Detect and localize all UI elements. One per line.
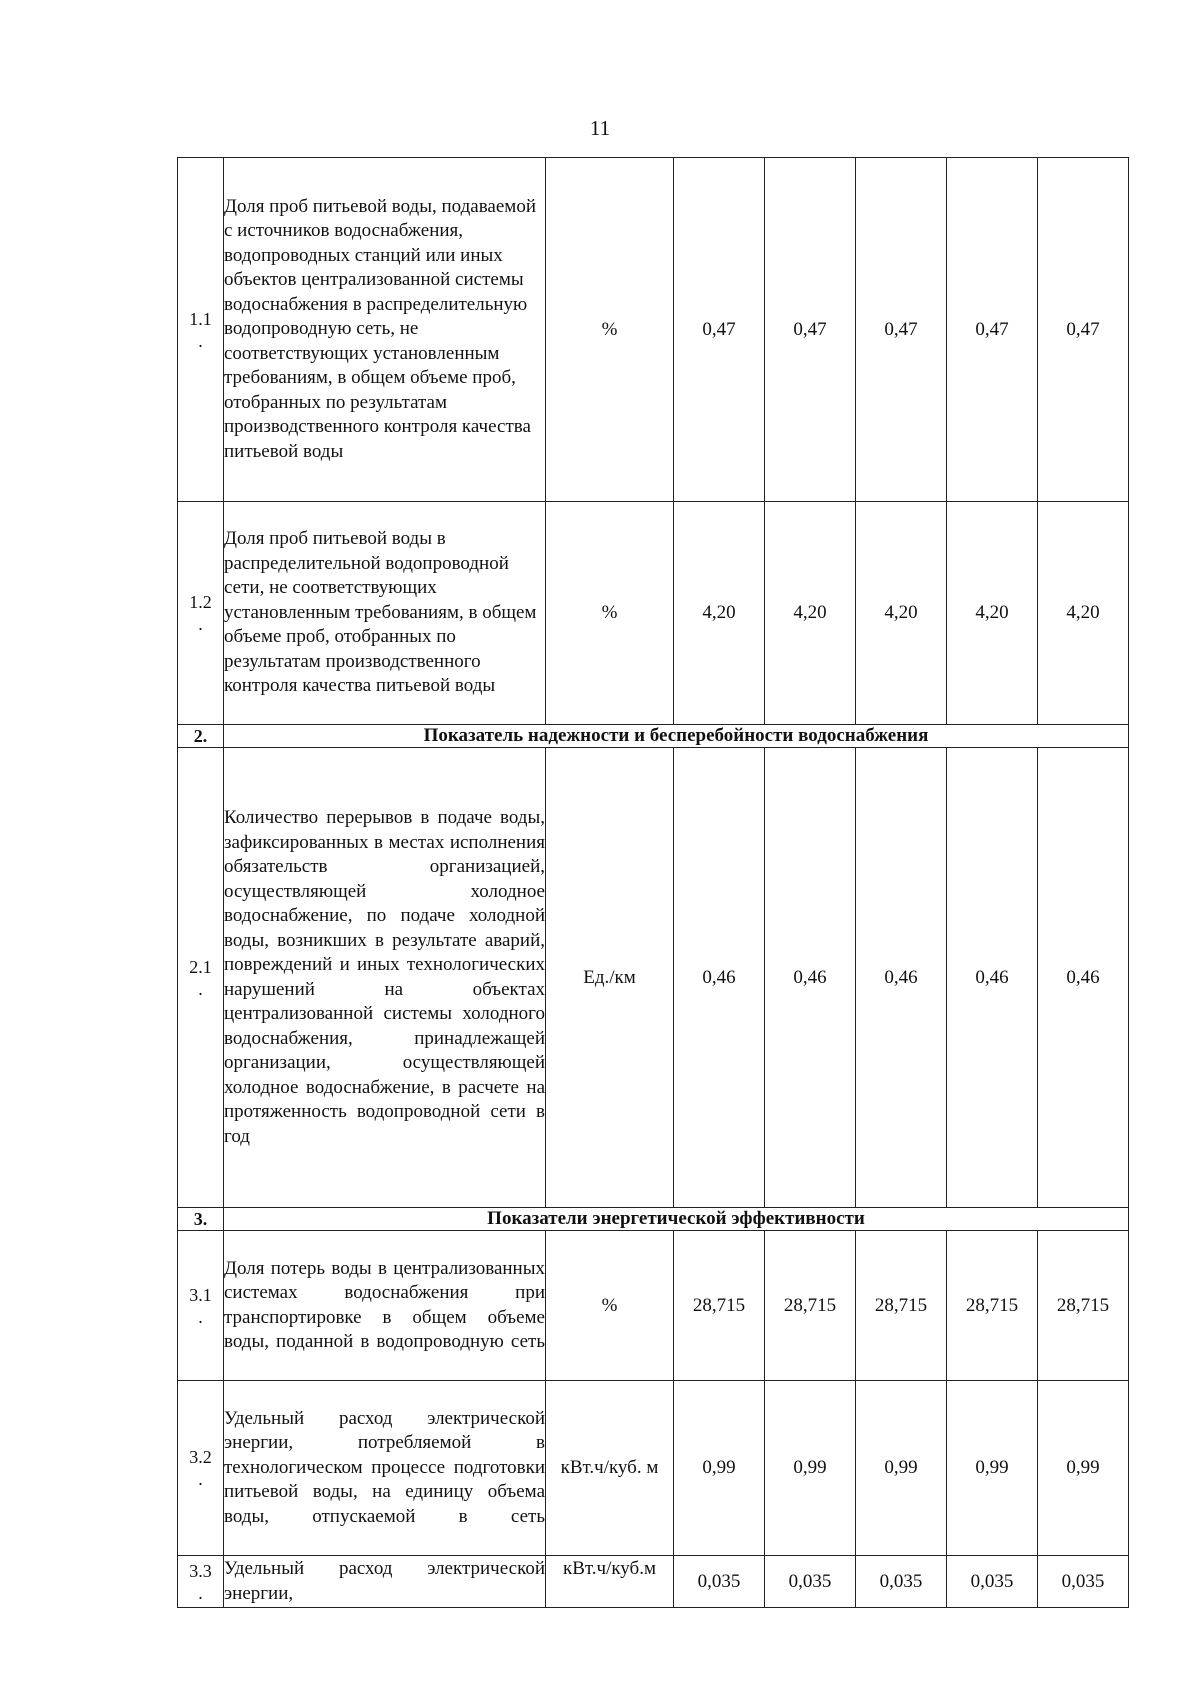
row-number: 3.2 .: [178, 1381, 224, 1556]
value-cell: 0,47: [947, 158, 1038, 502]
value-cell: 0,47: [765, 158, 856, 502]
unit-cell: кВт.ч/куб. м: [546, 1381, 674, 1556]
value-cell: 0,46: [856, 748, 947, 1208]
value-cell: 4,20: [947, 502, 1038, 725]
row-number: 3.1 .: [178, 1231, 224, 1381]
value-cell: 4,20: [674, 502, 765, 725]
value-cell: 0,99: [674, 1381, 765, 1556]
value-cell: 0,47: [856, 158, 947, 502]
indicator-description: Доля потерь воды в централизованных системах водоснабжения при транспортировке в общем объеме воды, поданной в водопроводную сеть: [224, 1231, 546, 1381]
section-header-3: [178, 1208, 1129, 1231]
value-cell: 0,035: [1038, 1556, 1129, 1608]
value-cell: 28,715: [947, 1231, 1038, 1381]
value-cell: 4,20: [765, 502, 856, 725]
value-cell: 0,46: [765, 748, 856, 1208]
row-number: 3.3 .: [178, 1556, 224, 1608]
value-cell: 4,20: [856, 502, 947, 725]
section-number: 2.: [178, 725, 224, 748]
row-number: 1.2 .: [178, 502, 224, 725]
table-row-3-2: [178, 1381, 1129, 1556]
value-cell: 28,715: [856, 1231, 947, 1381]
section-number: 3.: [178, 1208, 224, 1231]
row-number: 1.1 .: [178, 158, 224, 502]
row-number: 2.1 .: [178, 748, 224, 1208]
section-title: Показатель надежности и бесперебойности водоснабжения: [224, 725, 1129, 748]
indicator-description: Доля проб питьевой воды в распределительной водопроводной сети, не соответствующих установленным требованиям, в общем объеме проб, отобранных по результатам производственного контроля качества питьевой воды: [224, 502, 546, 725]
value-cell: 0,99: [947, 1381, 1038, 1556]
table-row-2-1: [178, 748, 1129, 1208]
indicator-description: Удельный расход электрической энергии, потребляемой в технологическом процессе подготовки питьевой воды, на единицу объема воды, отпускаемой в сеть: [224, 1381, 546, 1556]
value-cell: 0,47: [674, 158, 765, 502]
value-cell: 0,035: [674, 1556, 765, 1608]
value-cell: 0,035: [856, 1556, 947, 1608]
unit-cell: %: [546, 502, 674, 725]
value-cell: 0,99: [1038, 1381, 1129, 1556]
section-title: Показатели энергетической эффективности: [224, 1208, 1129, 1231]
indicator-description: Количество перерывов в подаче воды, зафиксированных в местах исполнения обязательств организацией, осуществляющей холодное водоснабжение, по подаче холодной воды, возникших в результате аварий, повреждений и иных технологических нарушений на объектах централизованной системы холодного водоснабжения, принадлежащей организации, осуществляющей холодное водоснабжение, в расчете на протяженность водопроводной сети в год: [224, 748, 546, 1208]
value-cell: 0,46: [947, 748, 1038, 1208]
value-cell: 4,20: [1038, 502, 1129, 725]
unit-cell: %: [546, 1231, 674, 1381]
unit-cell: кВт.ч/куб.м: [546, 1556, 674, 1608]
table-row-1-2: [178, 502, 1129, 725]
value-cell: 0,47: [1038, 158, 1129, 502]
value-cell: 28,715: [765, 1231, 856, 1381]
value-cell: 0,99: [765, 1381, 856, 1556]
page-number: 11: [589, 116, 611, 140]
table-row-1-1: [178, 158, 1129, 502]
unit-cell: Ед./км: [546, 748, 674, 1208]
value-cell: 0,46: [1038, 748, 1129, 1208]
indicator-description: Удельный расход электрической энергии,: [224, 1556, 546, 1608]
value-cell: 0,99: [856, 1381, 947, 1556]
value-cell: 0,035: [947, 1556, 1038, 1608]
table-row-3-3: [178, 1556, 1129, 1608]
unit-cell: %: [546, 158, 674, 502]
section-header-2: [178, 725, 1129, 748]
value-cell: 28,715: [1038, 1231, 1129, 1381]
indicators-table: [177, 157, 1129, 1608]
indicator-description: Доля проб питьевой воды, подаваемой с источников водоснабжения, водопроводных станций или иных объектов централизованной системы водоснабжения в распределительную водопроводную сеть, не соответствующих установленным требованиям, в общем объеме проб, отобранных по результатам производственного контроля качества питьевой воды: [224, 158, 546, 502]
value-cell: 0,035: [765, 1556, 856, 1608]
value-cell: 0,46: [674, 748, 765, 1208]
table-row-3-1: [178, 1231, 1129, 1381]
value-cell: 28,715: [674, 1231, 765, 1381]
